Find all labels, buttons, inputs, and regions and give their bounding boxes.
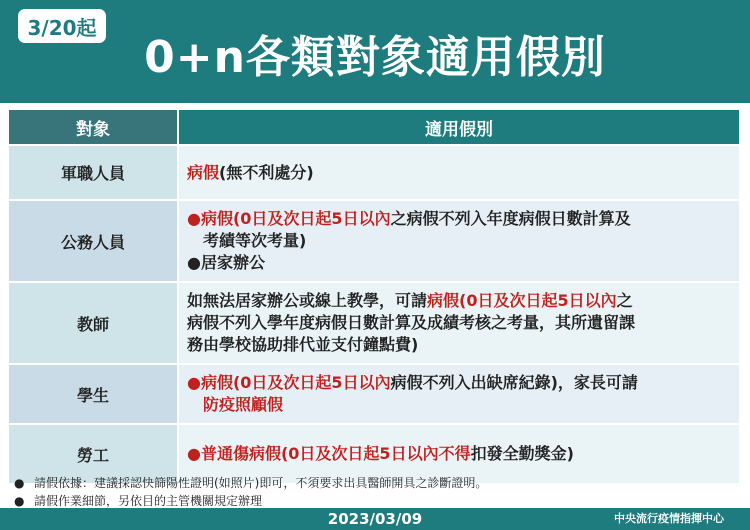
footnotes <box>14 474 487 510</box>
subject-cell: 軍職人員 <box>9 146 179 201</box>
column-header-subject: 對象 <box>9 110 179 146</box>
table-header-row <box>9 110 741 146</box>
leave-note: 之 <box>616 291 633 310</box>
table-row <box>9 365 741 425</box>
leave-type-red: 病假 <box>200 373 233 392</box>
leave-note: 病假不列入學年度病假日數計算及成績考核之考量，其所遺留課 <box>187 313 636 332</box>
table-row <box>9 146 741 201</box>
leave-range-red: (0日及次日起5日以內 <box>232 373 391 392</box>
footer-date: 2023/03/09 <box>327 510 423 528</box>
subject-cell: 教師 <box>9 283 179 365</box>
footnote-item: ● 請假依據：建議採認快篩陽性證明(如照片)即可，不須要求出具醫師開具之診斷證明。 <box>14 476 488 490</box>
bullet-red-icon: ● <box>187 209 201 228</box>
subject-cell: 勞工 <box>9 425 179 485</box>
leave-cell <box>179 201 741 283</box>
leave-range-red: (0日及次日起5日以內不得 <box>280 444 471 463</box>
leave-cell <box>179 283 741 365</box>
footer-bar <box>0 508 750 530</box>
leave-note: 如無法居家辦公或線上教學，可請 <box>187 291 428 310</box>
header-banner <box>0 0 750 103</box>
page-title: 0+n各類對象適用假別 <box>144 32 606 83</box>
table-row <box>9 201 741 283</box>
leave-note: 之病假不列入年度病假日數計算及 <box>390 209 631 228</box>
bullet-black-icon: ● <box>187 253 201 272</box>
column-header-leave: 適用假別 <box>179 110 741 146</box>
leave-note: 扣發全勤獎金) <box>470 444 574 463</box>
leave-type-red: 病假 <box>200 209 233 228</box>
subject-cell: 公務人員 <box>9 201 179 283</box>
leave-note-cont: 考績等次考量) <box>203 231 307 250</box>
leave-option: 居家辦公 <box>200 253 265 272</box>
subject-cell: 學生 <box>9 365 179 425</box>
leave-type-red: 防疫照顧假 <box>203 395 284 414</box>
bullet-red-icon: ● <box>187 444 201 463</box>
bullet-black-icon: ● <box>14 476 25 490</box>
leave-cell <box>179 365 741 425</box>
table-row <box>9 283 741 365</box>
leave-type-red: 普通傷病假 <box>200 444 281 463</box>
leave-type-red: 病假 <box>187 162 220 182</box>
leave-range-red: (0日及次日起5日以內 <box>459 291 617 310</box>
date-badge: 3/20起 <box>18 9 106 43</box>
bullet-red-icon: ● <box>187 373 201 392</box>
bullet-black-icon: ● <box>14 494 25 508</box>
leave-note: (無不利處分) <box>219 162 314 182</box>
footnote-item: ● 請假作業細節，另依目的主管機關規定辦理 <box>14 494 263 508</box>
leave-cell <box>179 146 741 201</box>
leave-note: 病假不列入出缺席紀錄)，家長可請 <box>390 373 638 392</box>
leave-note: 務由學校協助排代並支付鐘點費) <box>187 335 419 354</box>
leave-range-red: (0日及次日起5日以內 <box>232 209 391 228</box>
leave-table <box>9 110 741 485</box>
leave-type-red: 病假 <box>427 291 460 310</box>
footer-organization: 中央流行疫情指揮中心 <box>614 512 724 525</box>
